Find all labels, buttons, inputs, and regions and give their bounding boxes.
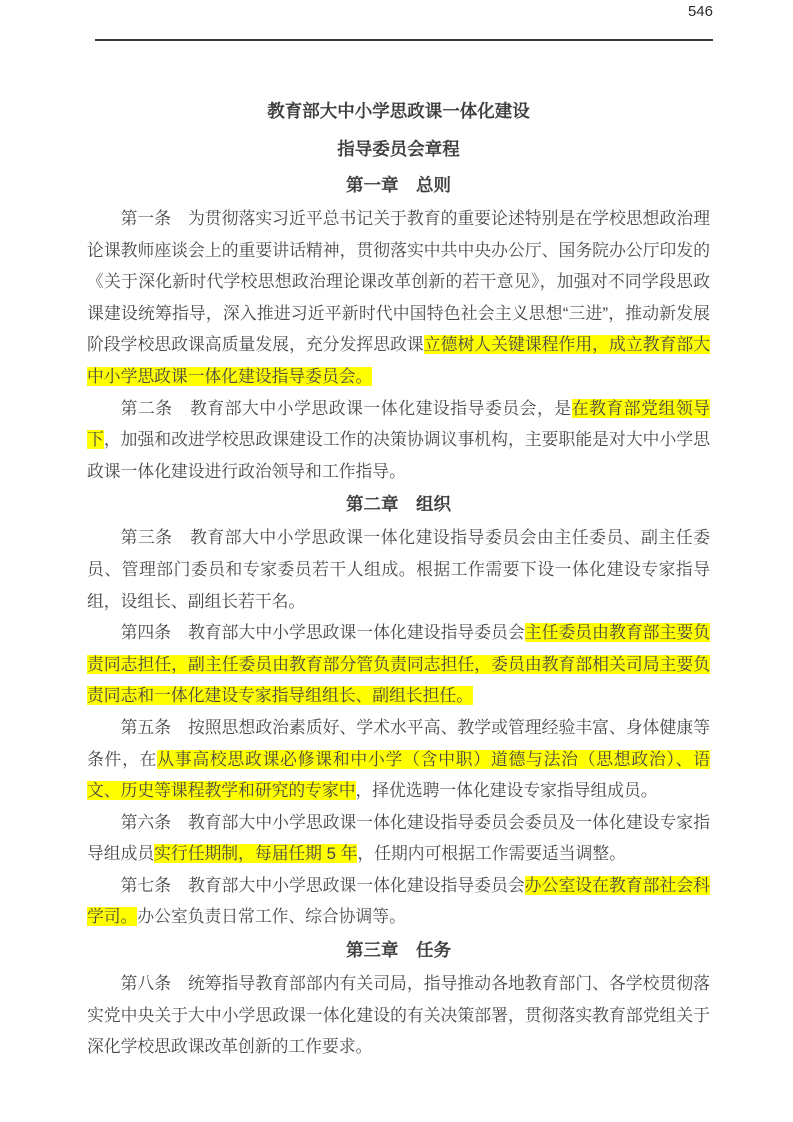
chapter-heading: 第二章 组织 bbox=[346, 494, 451, 515]
highlighted-text: 办公室设在教育部社会科学司。 bbox=[87, 875, 710, 927]
text-segment: ，择优选聘一体化建设专家指导组成员。 bbox=[355, 781, 658, 801]
document-body bbox=[87, 169, 710, 1063]
text-segment: ，任期内可根据工作需要适当调整。 bbox=[357, 844, 626, 864]
chapter-heading: 第一章 总则 bbox=[346, 175, 451, 195]
text-segment: 第七条 教育部大中小学思政课一体化建设指导委员会 bbox=[120, 875, 525, 895]
highlighted-text: 立德树人关键课程作用，成立教育部大中小学思政课一体化建设指导委员会。 bbox=[87, 335, 710, 386]
paragraph bbox=[87, 712, 710, 807]
paragraph bbox=[87, 522, 710, 617]
page-number: 546 bbox=[687, 3, 713, 20]
text-segment: 第四条 教育部大中小学思政课一体化建设指导委员会 bbox=[120, 623, 525, 643]
chapter-heading: 第三章 任务 bbox=[346, 940, 451, 961]
text-segment: 第八条 统筹指导教育部部内有关司局，指导推动各地教育部门、各学校贯彻落实党中央关于大中小学思政课一体化建设的有关决策部署，贯彻落实教育部党组关于深化学校思政课改革创新的工作要求。 bbox=[87, 974, 710, 1057]
text-segment: 第五条 按照思想政治素质好、学术水平高、教学或管理经验丰富、身体健康等条件，在 bbox=[87, 717, 710, 769]
highlighted-text: 在教育部党组领导下 bbox=[87, 398, 710, 450]
paragraph bbox=[87, 870, 710, 933]
text-segment: 第六条 教育部大中小学思政课一体化建设指导委员会委员及一体化建设专家指导组成员 bbox=[87, 812, 710, 864]
text-segment: ，加强和改进学校思政课建设工作的决策协调议事机构，主要职能是对大中小学思政课一体化建设进行政治领导和工作指导。 bbox=[87, 430, 710, 481]
document-content bbox=[87, 92, 710, 1063]
highlighted-text: 主任委员由教育部主要负责同志担任，副主任委员由教育部分管负责同志担任，委员由教育部相关司局主要负责同志和一体化建设专家指导组组长、副组长担任。 bbox=[87, 623, 710, 706]
paragraph bbox=[87, 617, 710, 712]
paragraph bbox=[87, 203, 710, 393]
text-segment: 第一条 为贯彻落实习近平总书记关于教育的重要论述特别是在学校思想政治理论课教师座谈会上的重要讲话精神，贯彻落实中共中央办公厅、国务院办公厅印发的《关于深化新时代学校思想政治理论课改革创新的若干意见》，加强对不同学段思政课建设统筹指导，深入推进习近平新时代中国特色社会主义思想“三进”，推动新发展阶段学校思政课高质量发展，充分发挥思政课 bbox=[87, 209, 710, 355]
document-title-line-2: 指导委员会章程 bbox=[337, 139, 460, 159]
document-title-line-1: 教育部大中小学思政课一体化建设 bbox=[267, 101, 530, 121]
paragraph bbox=[87, 968, 710, 1063]
text-segment: 第三条 教育部大中小学思政课一体化建设指导委员会由主任委员、副主任委员、管理部门委员和专家委员若干人组成。根据工作需要下设一体化建设专家指导组，设组长、副组长若干名。 bbox=[87, 528, 710, 611]
text-segment: 办公室负责日常工作、综合协调等。 bbox=[137, 907, 406, 927]
highlighted-text: 实行任期制，每届任期 5 年 bbox=[154, 844, 358, 864]
paragraph bbox=[87, 393, 710, 488]
highlighted-text: 从事高校思政课必修课和中小学（含中职）道德与法治（思想政治）、语文、历史等课程教学和研究的专家中 bbox=[87, 749, 710, 801]
header-divider bbox=[95, 39, 713, 41]
paragraph bbox=[87, 807, 710, 870]
text-segment: 第二条 教育部大中小学思政课一体化建设指导委员会，是 bbox=[120, 398, 572, 418]
